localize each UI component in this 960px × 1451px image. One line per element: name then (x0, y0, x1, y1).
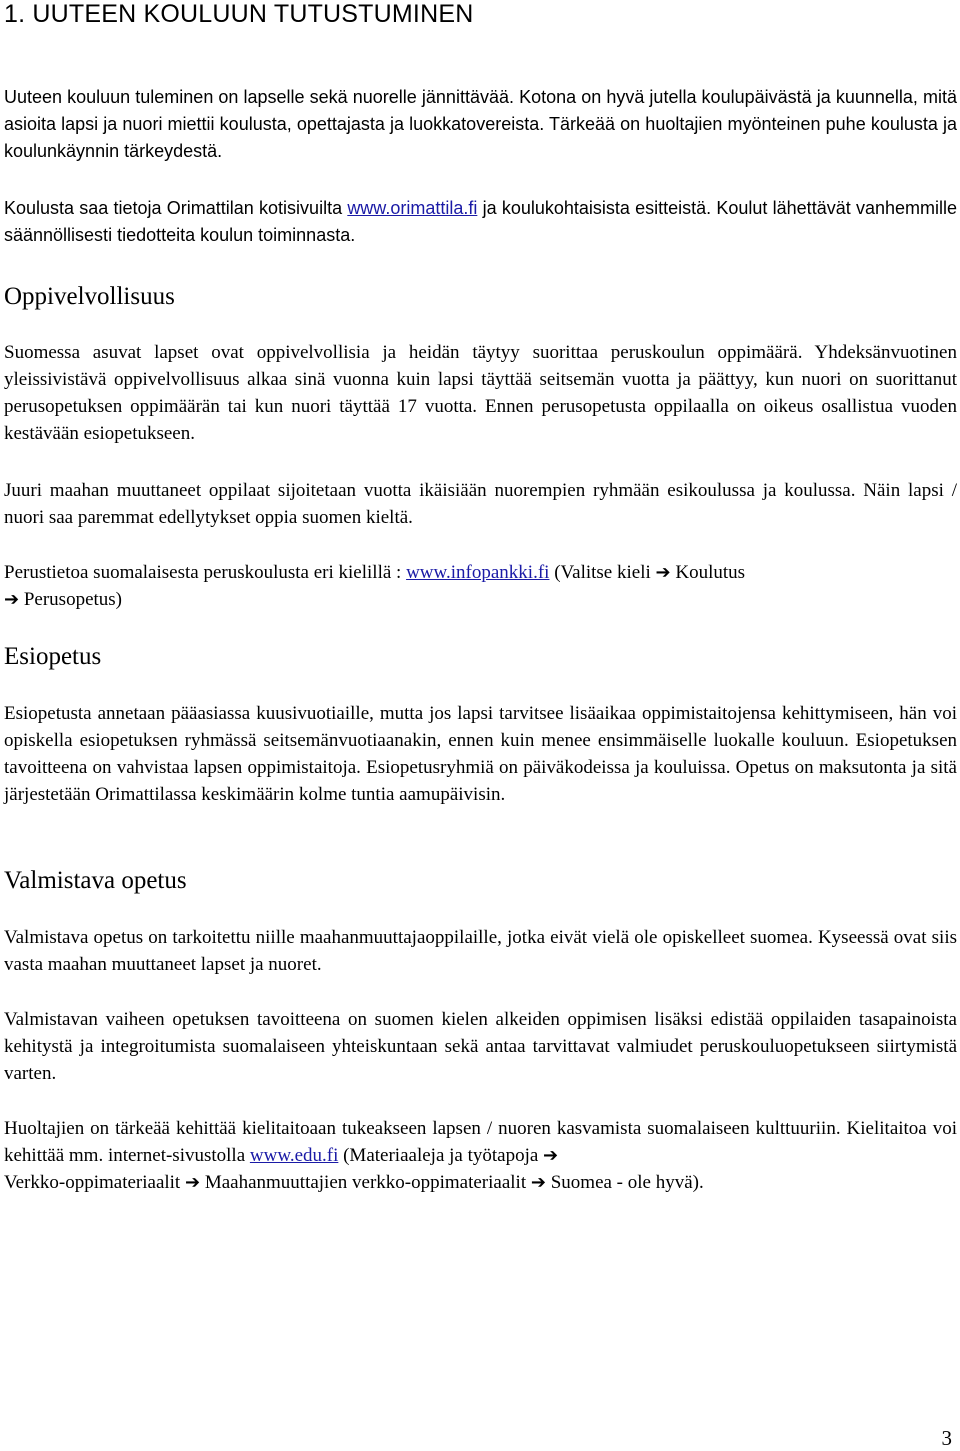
page-number: 3 (941, 1426, 952, 1450)
edu-text-before: Huoltajien on tärkeää kehittää kielitaitoaan tukeakseen lapsen / nuoren kasvamista suomalaiseen kulttuuriin. Kielitaitoa voi kehittää mm. internet-sivustolla (4, 1118, 957, 1166)
oppivelvollisuus-paragraph-3 (4, 559, 957, 613)
valmistava-paragraph-2: Valmistavan vaiheen opetuksen tavoitteena on suomen kielen alkeiden oppimisen lisäksi edistää oppilaiden tasapainoista kehitystä ja integroitumista suomalaiseen yhteiskuntaan sekä antaa tarvittavat valmiudet peruskouluopetukseen siirtymistä varten. (4, 1009, 957, 1084)
arrow-icon: ➔ (543, 1145, 559, 1166)
oppivelvollisuus-paragraph-1: Suomessa asuvat lapset ovat oppivelvollisia ja heidän täytyy suorittaa peruskoulun oppimäärä. Yhdeksänvuotinen yleissivistävä oppivelvollisuus alkaa sinä vuonna kuin lapsi täyttää seitsemän vuotta ja päättyy, kun nuori on suorittanut perusopetuksen oppimäärän tai kun nuori täyttää 17 vuotta. Ennen perusopetusta oppilaalla on oikeus osallistua vuoden kestävään esiopetukseen. (4, 342, 957, 444)
edu-text-mid3: Maahanmuuttajien verkko-oppimateriaalit (200, 1172, 531, 1193)
infopankki-text-before: Perustietoa suomalaisesta peruskoulusta eri kielillä : (4, 562, 407, 583)
intro-paragraph-2 (4, 195, 957, 249)
intro-paragraph-1: Uuteen kouluun tuleminen on lapselle sekä nuorelle jännittävää. Kotona on hyvä jutella koulupäivästä ja kuunnella, mitä asioita lapsi ja nuori miettii koulusta, opettajasta ja luokkatovereista. Tärkeää on huoltajien myönteinen puhe koulusta ja koulunkäynnin tärkeydestä. (4, 87, 957, 161)
intro-text-after-link: ja koulukohtaisista esitteistä. Koulut lähettävät vanhemmille säännöllisesti tiedotteita koulun toiminnasta. (4, 198, 957, 245)
intro-text-before-link: Koulusta saa tietoja Orimattilan kotisivuilta (4, 198, 348, 218)
section-heading-esiopetus: Esiopetus (4, 643, 102, 670)
infopankki-text-mid1: (Valitse kieli (549, 562, 656, 583)
valmistava-paragraph-3 (4, 1115, 957, 1196)
infopankki-text-mid2: Koulutus (670, 562, 746, 583)
infopankki-text-end: Perusopetus) (19, 589, 122, 610)
esiopetus-paragraph-1: Esiopetusta annetaan pääasiassa kuusivuotiaille, mutta jos lapsi tarvitsee lisäaikaa oppimistaitojensa kehittymiseen, hän voi opiskella esiopetuksen ryhmässä seitsemänvuotiaanakin, ennen kuin menee ensimmäiselle luokalle kouluun. Esiopetuksen tavoitteena on vahvistaa lapsen oppimistaitoja. Esiopetusryhmiä on päiväkodeissa ja kouluissa. Opetus on maksutonta ja sitä järjestetään Orimattilassa keskimäärin kolme tuntia aamupäivisin. (4, 703, 957, 805)
section-heading-oppivelvollisuus: Oppivelvollisuus (4, 283, 175, 310)
edu-link[interactable]: www.edu.fi (249, 1145, 339, 1166)
orimattila-link[interactable]: www.orimattila.fi (347, 198, 478, 218)
edu-text-mid2: Verkko-oppimateriaalit (4, 1172, 185, 1193)
valmistava-paragraph-1: Valmistava opetus on tarkoitettu niille maahanmuuttajaoppilaille, jotka eivät vielä ole opiskelleet suomea. Kyseessä ovat siis vasta maahan muuttaneet lapset ja nuoret. (4, 927, 957, 975)
arrow-icon: ➔ (184, 1172, 201, 1193)
section-heading-valmistava: Valmistava opetus (4, 867, 187, 894)
arrow-icon: ➔ (530, 1172, 546, 1193)
edu-text-end: Suomea - ole hyvä). (545, 1172, 704, 1193)
edu-text-mid1: (Materiaaleja ja työtapoja (338, 1145, 544, 1166)
chapter-heading: 1. UUTEEN KOULUUN TUTUSTUMINEN (4, 0, 474, 28)
arrow-icon: ➔ (4, 589, 20, 610)
oppivelvollisuus-paragraph-2: Juuri maahan muuttaneet oppilaat sijoitetaan vuotta ikäisiään nuorempien ryhmään esikoulussa ja koulussa. Näin lapsi / nuori saa paremmat edellytykset oppia suomen kieltä. (4, 480, 957, 528)
infopankki-link[interactable]: www.infopankki.fi (406, 562, 550, 583)
arrow-icon: ➔ (655, 562, 671, 583)
